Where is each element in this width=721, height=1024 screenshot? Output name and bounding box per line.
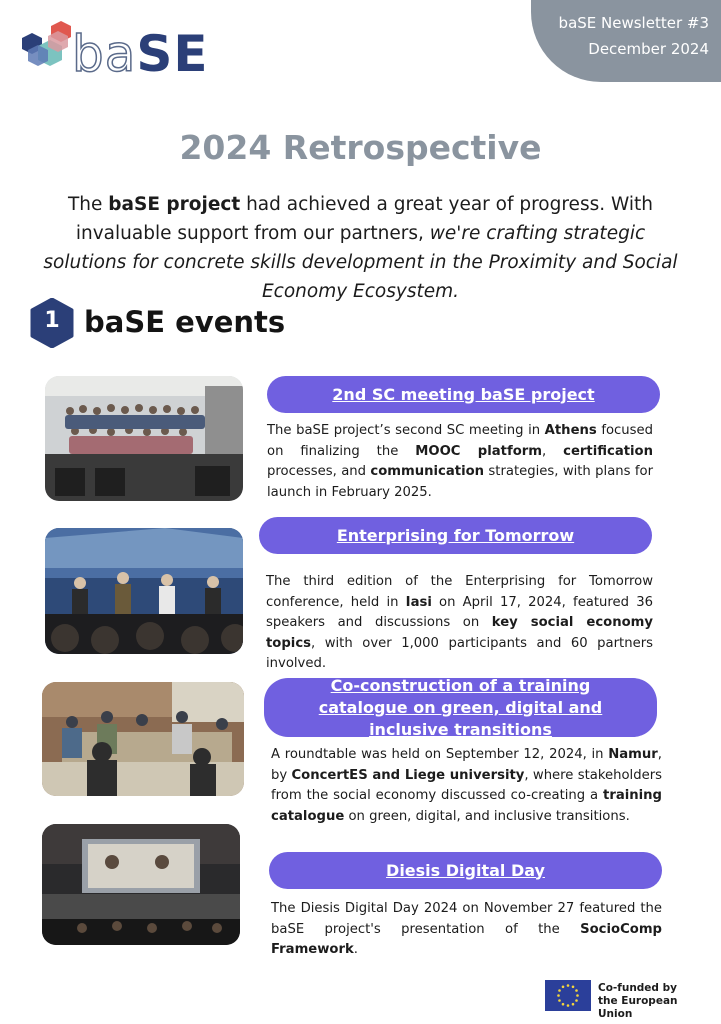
event-desc-text: , with over 1,000 participants and 60 partners involved. [266,635,653,671]
event-desc-sc-meeting [267,421,653,503]
event-desc-text: focused on finalizing the [267,423,653,459]
event-desc-text: processes, and [267,464,371,479]
event-desc-text: , [542,443,564,459]
page-title: 2024 Retrospective [179,128,542,167]
event-title-sc-meeting[interactable]: 2nd SC meeting baSE project [267,376,660,413]
event-desc-bold: Athens [544,423,597,438]
event-desc-bold: SocioComp Framework [271,921,662,957]
event-desc-bold: training catalogue [271,788,662,824]
section-number: 1 [44,308,60,333]
event-desc-enterprising [266,572,653,675]
event-desc-bold: communication [370,464,485,479]
event-desc-text: A roundtable was held on September 12, 2024, in [271,747,609,762]
event-desc-text: strategies, with plans for launch in February 2025. [267,464,653,500]
newsletter-date: December 2024 [588,40,709,58]
event-desc-text: , by [271,747,662,783]
intro-text-2: had achieved a great year of progress. With invaluable support from our partners, [75,194,653,244]
event-desc-text: on green, digital, and inclusive transitions. [344,808,630,824]
eu-line-2: the European Union [598,995,678,1020]
event-desc-bold: key social economy topics [266,615,653,651]
event-title-roundtable[interactable]: Co-construction of a training catalogue on green, digital and inclusive transitions [264,678,657,737]
intro-italic: we're crafting strategic solutions for concrete skills development in the Proximity and Social Economy Ecosystem. [43,223,678,302]
event-desc-text: on April 17, 2024, featured 36 speakers and discussions on [266,594,653,630]
logo-text-light: ba [72,25,137,83]
intro-paragraph [40,190,681,306]
event-desc-text: . [353,942,358,957]
event-desc-digital-day [271,899,662,961]
event-photo-roundtable [42,682,244,796]
newsletter-issue: baSE Newsletter #3 [558,14,709,32]
event-title-digital-day[interactable]: Diesis Digital Day [269,852,662,889]
event-desc-roundtable [271,745,662,827]
eu-flag-icon [545,980,591,1011]
event-desc-text: The baSE project’s second SC meeting in [267,423,545,438]
event-desc-bold: certification [563,443,653,459]
event-desc-text: The Diesis Digital Day 2024 on November 27 featured the baSE project's presentation of the [271,901,662,937]
event-title-enterprising[interactable]: Enterprising for Tomorrow [259,517,652,554]
eu-cofunded-text [598,982,708,1021]
event-photo-digital-day [42,824,240,945]
event-desc-bold: Namur [608,747,658,762]
event-desc-bold: MOOC platform [415,443,543,459]
event-desc-text: , where stakeholders from the social economy discussed co-creating a [271,767,662,803]
logo-wordmark [72,25,209,83]
event-desc-bold: Iasi [405,594,432,610]
event-photo-sc-meeting [45,376,243,501]
event-desc-text: The third edition of the Enterprising for Tomorrow conference, held in [266,574,653,610]
eu-line-1: Co-funded by [598,982,677,994]
event-photo-enterprising [45,528,243,654]
event-desc-bold: ConcertES and Liege university [291,767,525,783]
section-title: baSE events [84,305,286,339]
intro-bold: baSE project [108,194,241,215]
logo-text-bold: SE [136,25,209,83]
intro-text: The [68,194,109,215]
